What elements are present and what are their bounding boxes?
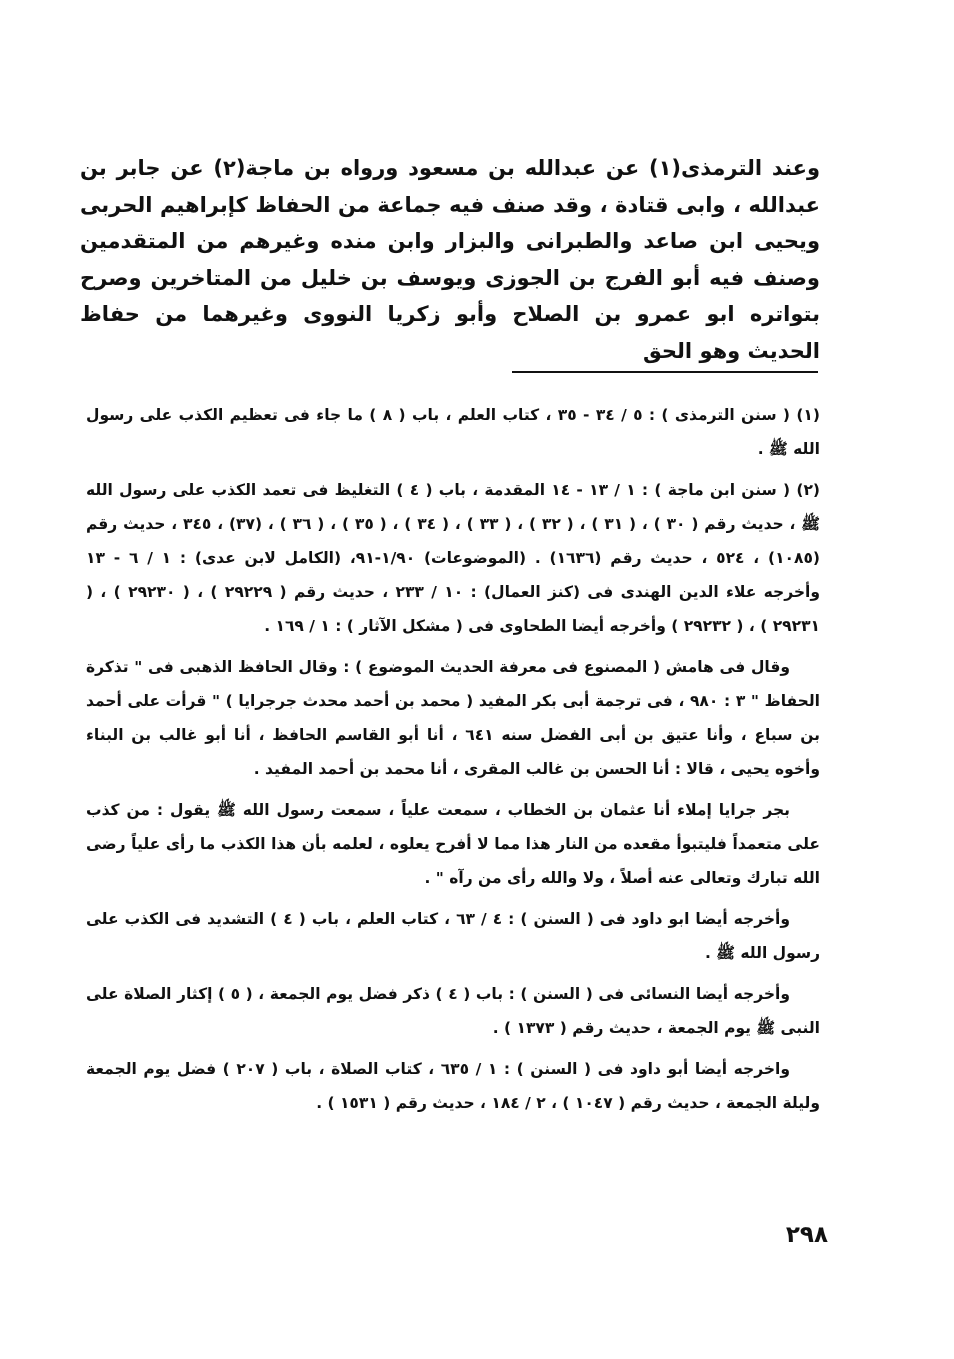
footnote-2: (٢) ( سنن ابن ماجة ) : ١ / ١٣ - ١٤ المقدمة ، باب ( ٤ ) التغليظ فى تعمد الكذب على رسول الله ﷺ ، حديث رقم ( ٣٠ ) ، ( ٣١ ) ، ( ٣٢ ) ، ( ٣٣ ) ، ( ٣٤ ) ، ( ٣٥ ) ، ( ٣٦ ) ، (٣٧) ، ٣٤٥ ، حديث رقم (١٠٨٥) ، ٥٢٤ ، حديث رقم (١٦٣٦) . (الموضوعات) ١/٩٠-٩١، (الكامل لابن عدى) : ١ / ٦ - ١٣ وأخرجه علاء الدين الهندى فى (كنز العمال) : ١٠ / ٢٣٣ ، حديث رقم ( ٢٩٢٢٩ ) ، ( ٢٩٢٣٠ ) ، ( ٢٩٢٣١ ) ، ( ٢٩٢٣٢ ) وأخرجه أيضا الطحاوى فى ( مشكل الآثار ) : ١ / ١٦٩ . <box>86 481 820 635</box>
footnote-nasai: وأخرجه أيضا النسائى فى ( السنن ) : باب ( ٤ ) ذكر فضل يوم الجمعة ، ( ٥ ) إكثار الصلاة على النبى ﷺ يوم الجمعة ، حديث رقم ( ١٣٧٣ ) . <box>86 985 820 1037</box>
footnote-abu-dawud-ilm: وأخرجه أيضا ابو داود فى ( السنن ) : ٤ / ٦٣ ، كتاب العلم ، باب ( ٤ ) التشديد فى الكذب على رسول الله ﷺ . <box>86 910 820 962</box>
footnote-note-paragraph: وقال فى هامش ( المصنوع فى معرفة الحديث الموضوع ) : وقال الحافظ الذهبى فى " تذكرة الحفاظ " ٣ : ٩٨٠ ، فى ترجمة أبى بكر المفيد ( محمد بن أحمد محدث جرجرايا ) " قرأت على أحمد بن سباع ، وأنا عتيق بن أبى الفضل سنه ٦٤١ ، أنا أبو القاسم الحافظ ، أنا أبو غالب بن البناء وأخوه يحيى ، قالا : أنا الحسن بن غالب المقرى ، أنا محمد بن أحمد المفيد . <box>86 658 820 778</box>
page-number: ٢٩٨ <box>785 1222 828 1248</box>
main-paragraph: وعند الترمذى(١) عن عبدالله بن مسعود ورواه بن ماجة(٢) عن جابر بن عبدالله ، وابى قتادة ، وقد صنف فيه جماعة من الحفاظ كإبراهيم الحربى ويحيى ابن صاعد والطبرانى والبزار وابن منده وغيرهم من المتقدمين وصنف فيه أبو الفرج بن الجوزى ويوسف بن خليل من المتاخرين وصرح بتواتره ابو عمرو بن الصلاح وأبو زكريا النووى وغيرهما من حفاظ الحديث وهو الحق <box>80 156 821 363</box>
footnote-hadith-paragraph: بجر جرايا إملاء أنا عثمان بن الخطاب ، سمعت علياً ، سمعت رسول الله ﷺ يقول : من كذب على متعمداً فليتبوأ مقعده من النار هذا مما لا أفرح يعلوه ، لعلمه بأن هذا الكذب ما رأى علياً رضى الله تبارك وتعالى عنه أصلاً ، ولا والله رأى من رآه " . <box>86 801 820 887</box>
footnotes-block <box>86 398 820 1127</box>
footnote-separator <box>512 371 818 373</box>
main-text-block <box>80 150 820 369</box>
footnote-1: (١) ( سنن الترمذى ) : ٥ / ٣٤ - ٣٥ ، كتاب العلم ، باب ( ٨ ) ما جاء فى تعظيم الكذب على رسول الله ﷺ . <box>86 406 820 458</box>
footnote-abu-dawud-salat: واخرجه أيضا أبو داود فى ( السنن ) : ١ / ٦٣٥ ، كتاب الصلاة ، باب ( ٢٠٧ ) فضل يوم الجمعة وليلة الجمعة ، حديث رقم ( ١٠٤٧ ) ، ٢ / ١٨٤ ، حديث رقم ( ١٥٣١ ) . <box>86 1060 820 1112</box>
